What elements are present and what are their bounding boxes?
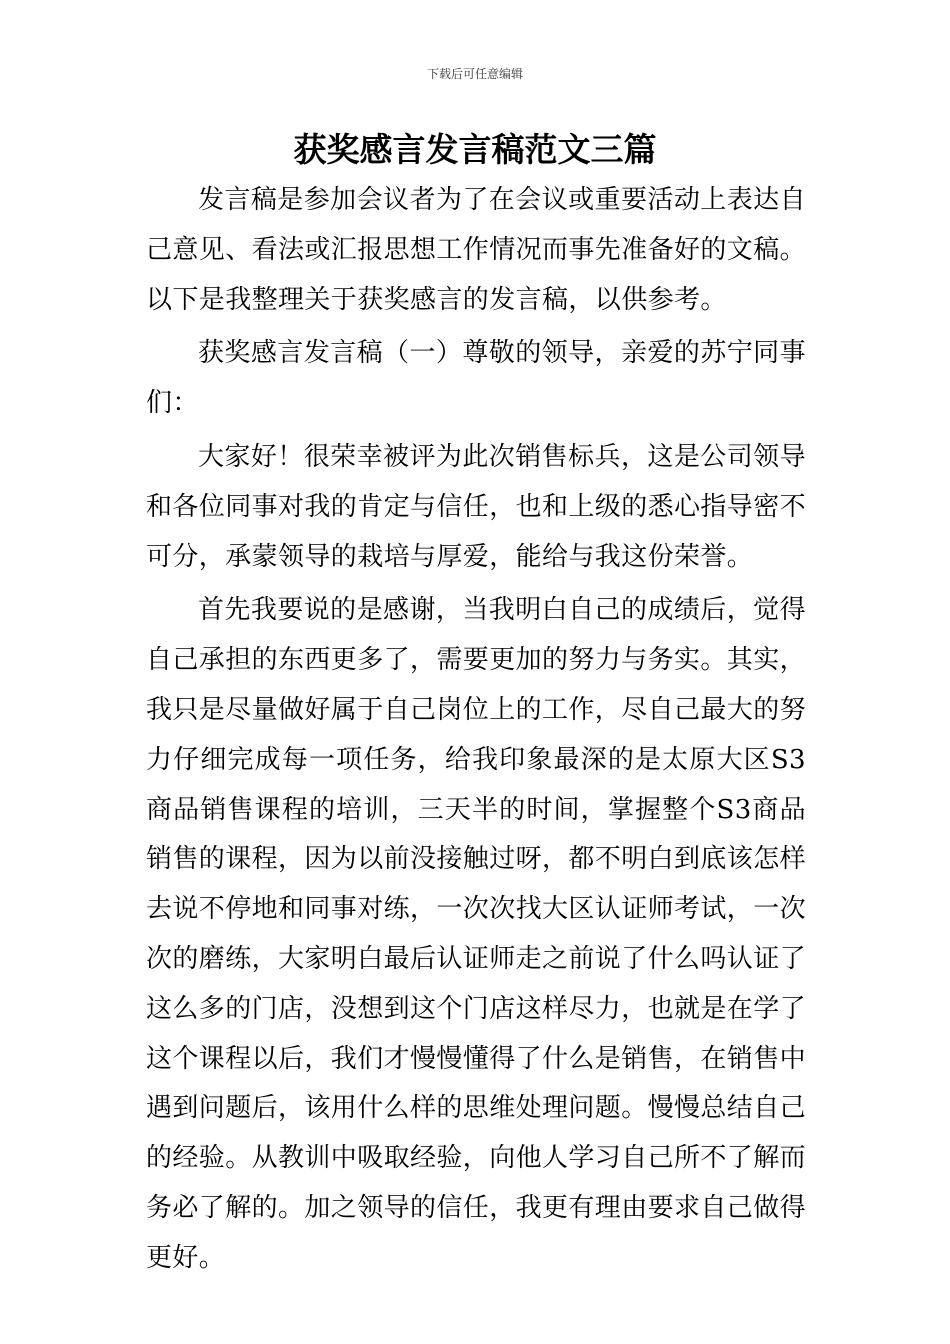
paragraph-experience: 首先我要说的是感谢，当我明白自己的成绩后，觉得自己承担的东西更多了，需要更加的努力与务实。其实，我只是尽量做好属于自己岗位上的工作，尽自己最大的努力仔细完成每一项任务，给我印象最深的是太原大区S3商品销售课程的培训，三天半的时间，掌握整个S3商品销售的课程，因为以前没接触过呀，都不明白到底该怎样去说不停地和同事对练，一次次找大区认证师考试，一次次的磨练，大家明白最后认证师走之前说了什么吗认证了这么多的门店，没想到这个门店这样尽力，也就是在学了这个课程以后，我们才慢慢懂得了什么是销售，在销售中遇到问题后，该用什么样的思维处理问题。慢慢总结自己的经验。从教训中吸取经验，向他人学习自己所不了解而务必了解的。加之领导的信任，我更有理由要求自己做得更好。 — [146, 595, 807, 1273]
paragraph-thanks: 大家好！很荣幸被评为此次销售标兵，这是公司领导和各位同事对我的肯定与信任，也和上级的悉心指导密不可分，承蒙领导的栽培与厚爱，能给与我这份荣誉。 — [146, 441, 807, 572]
document-body — [146, 176, 806, 1288]
paragraph-intro: 发言稿是参加会议者为了在会议或重要活动上表达自己意见、看法或汇报思想工作情况而事先准备好的文稿。以下是我整理关于获奖感言的发言稿，以供参考。 — [146, 185, 807, 315]
paragraph-greeting: 获奖感言发言稿（一）尊敬的领导，亲爱的苏宁同事们： — [146, 338, 806, 419]
document-title: 获奖感言发言稿范文三篇 — [293, 130, 657, 169]
header-note: 下载后可任意编辑 — [426, 67, 523, 81]
